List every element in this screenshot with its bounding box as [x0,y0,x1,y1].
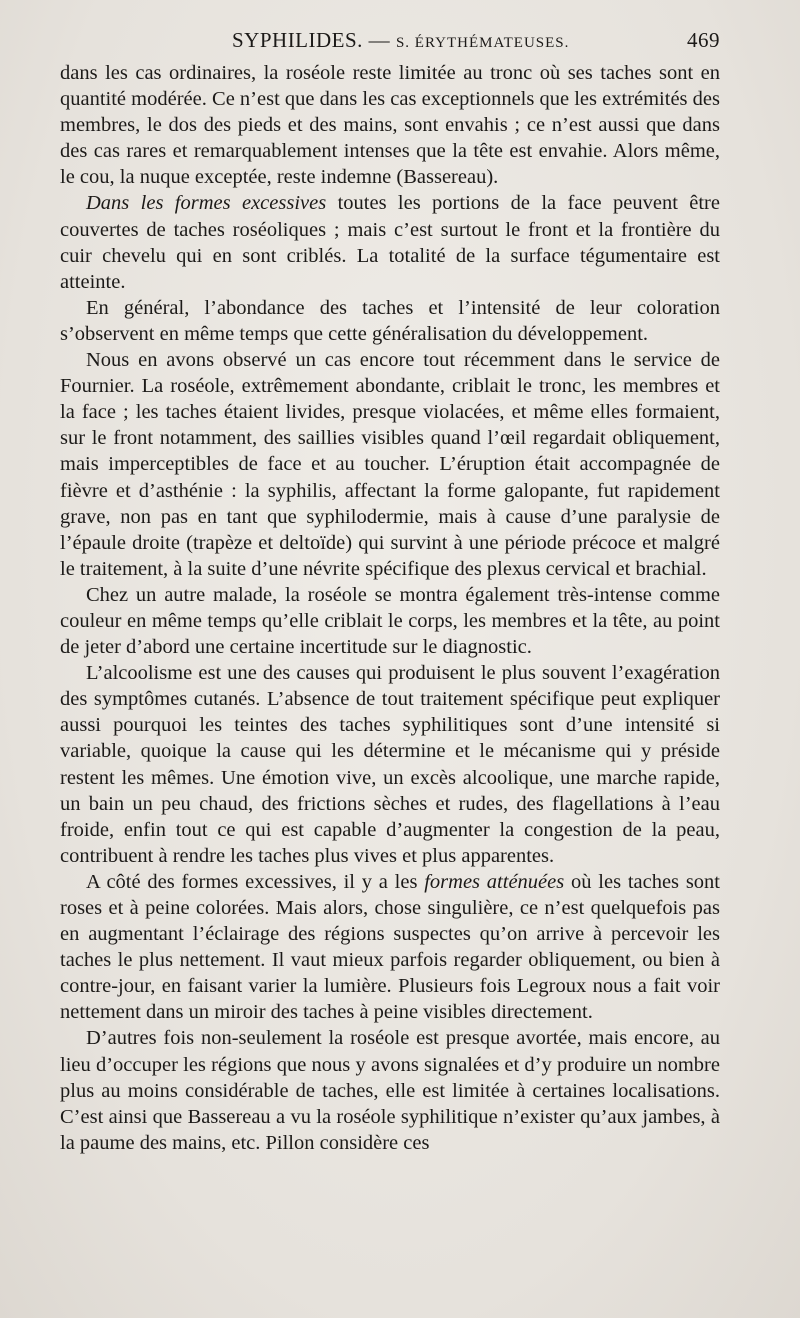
text-segment: où les taches sont roses et à peine colorées. Mais alors, chose singulière, ce n’est quelquefois pas en augmentant l’éclairage des régions suspectes qu’on arrive à percevoir les taches le plus nettement. Il vaut mieux parfois regarder obliquement, ou bien à contre-jour, en faisant varier la lumière. Plusieurs fois Legroux nous a fait voir nettement dans un miroir des taches à peine visibles directement. [60,870,720,1024]
paragraph [60,60,720,190]
paragraph [60,869,720,1026]
page-number: 469 [687,28,720,52]
running-title [232,28,569,53]
paragraph [60,295,720,347]
text-segment: A côté des formes excessives, il y a les [86,870,425,893]
running-head [60,28,720,60]
paragraph [60,190,720,294]
text-segment: D’autres fois non-seulement la roséole est presque avortée, mais encore, au lieu d’occuper les régions que nous y avons signalées et d’y produire un nombre plus au moins considérable de taches, elle est limitée à certaines localisations. C’est ainsi que Bassereau a vu la roséole syphilitique n’exister qu’aux jambes, à la paume des mains, etc. Pillon considère ces [60,1027,720,1154]
text-segment: Chez un autre malade, la roséole se montra également très-intense comme couleur en même temps qu’elle criblait le corps, les membres et la tête, au point de jeter d’abord une certaine incertitude sur le diagnostic. [60,583,720,659]
text-segment: En général, l’abondance des taches et l’intensité de leur coloration s’observent en même temps que cette généralisation du développement. [60,296,720,345]
italic-text: Dans les formes excessives [86,192,327,215]
text-segment: dans les cas ordinaires, la roséole reste limitée au tronc où ses taches sont en quantité modérée. Ce n’est que dans les cas exceptionnels que les extrémités des membres, le dos des pieds et des mains, sont envahis ; ce n’est aussi que dans des cas rares et remarquablement intenses que la tête est envahie. Alors même, le cou, la nuque exceptée, reste indemne (Bassereau). [60,62,720,189]
italic-text: formes atténuées [424,870,565,893]
running-title-small-caps: S. ÉRYTHÉMATEUSES. [395,35,570,51]
paragraph [60,347,720,582]
text-segment: L’alcoolisme est une des causes qui produisent le plus souvent l’exagération des symptômes cutanés. L’absence de tout traitement spécifique peut expliquer aussi pourquoi les teintes des taches syphilitiques sont d’une intensité si variable, quoique la cause qui les détermine et le mécanisme qui y préside restent les mêmes. Une émotion vive, un excès alcoolique, une marche rapide, un bain un peu chaud, des frictions sèches et rudes, des flagellations à l’eau froide, enfin tout ce qui est capable d’augmenter la congestion de la peau, contribuent à rendre les taches plus vives et plus apparentes. [60,662,720,867]
text-segment: Nous en avons observé un cas encore tout récemment dans le service de Fournier. La roséole, extrêmement abondante, criblait le tronc, les membres et la face ; les taches étaient livides, presque violacées, et même elles formaient, sur le front notamment, des saillies visibles quand l’œil regardait obliquement, mais imperceptibles de face et au toucher. L’éruption était accompagnée de fièvre et d’asthénie : la syphilis, affectant la forme galopante, fut rapidement grave, non pas en tant que syphilodermie, mais à cause d’une paralysie de l’épaule droite (trapèze et deltoïde) qui survint à une période précoce et malgré le traitement, à la suite d’une névrite spécifique des plexus cervical et brachial. [60,349,720,580]
running-title-main: SYPHILIDES. — [232,28,396,52]
text-segment: toutes les portions de la face peuvent être couvertes de taches roséoliques ; mais c’est surtout le front et la frontière du cuir chevelu qui en sont criblés. La totalité de la surface tégumentaire est atteinte. [60,192,720,293]
paragraph [60,1025,720,1155]
paragraph [60,582,720,660]
paragraph [60,660,720,869]
body-text [60,60,720,1156]
